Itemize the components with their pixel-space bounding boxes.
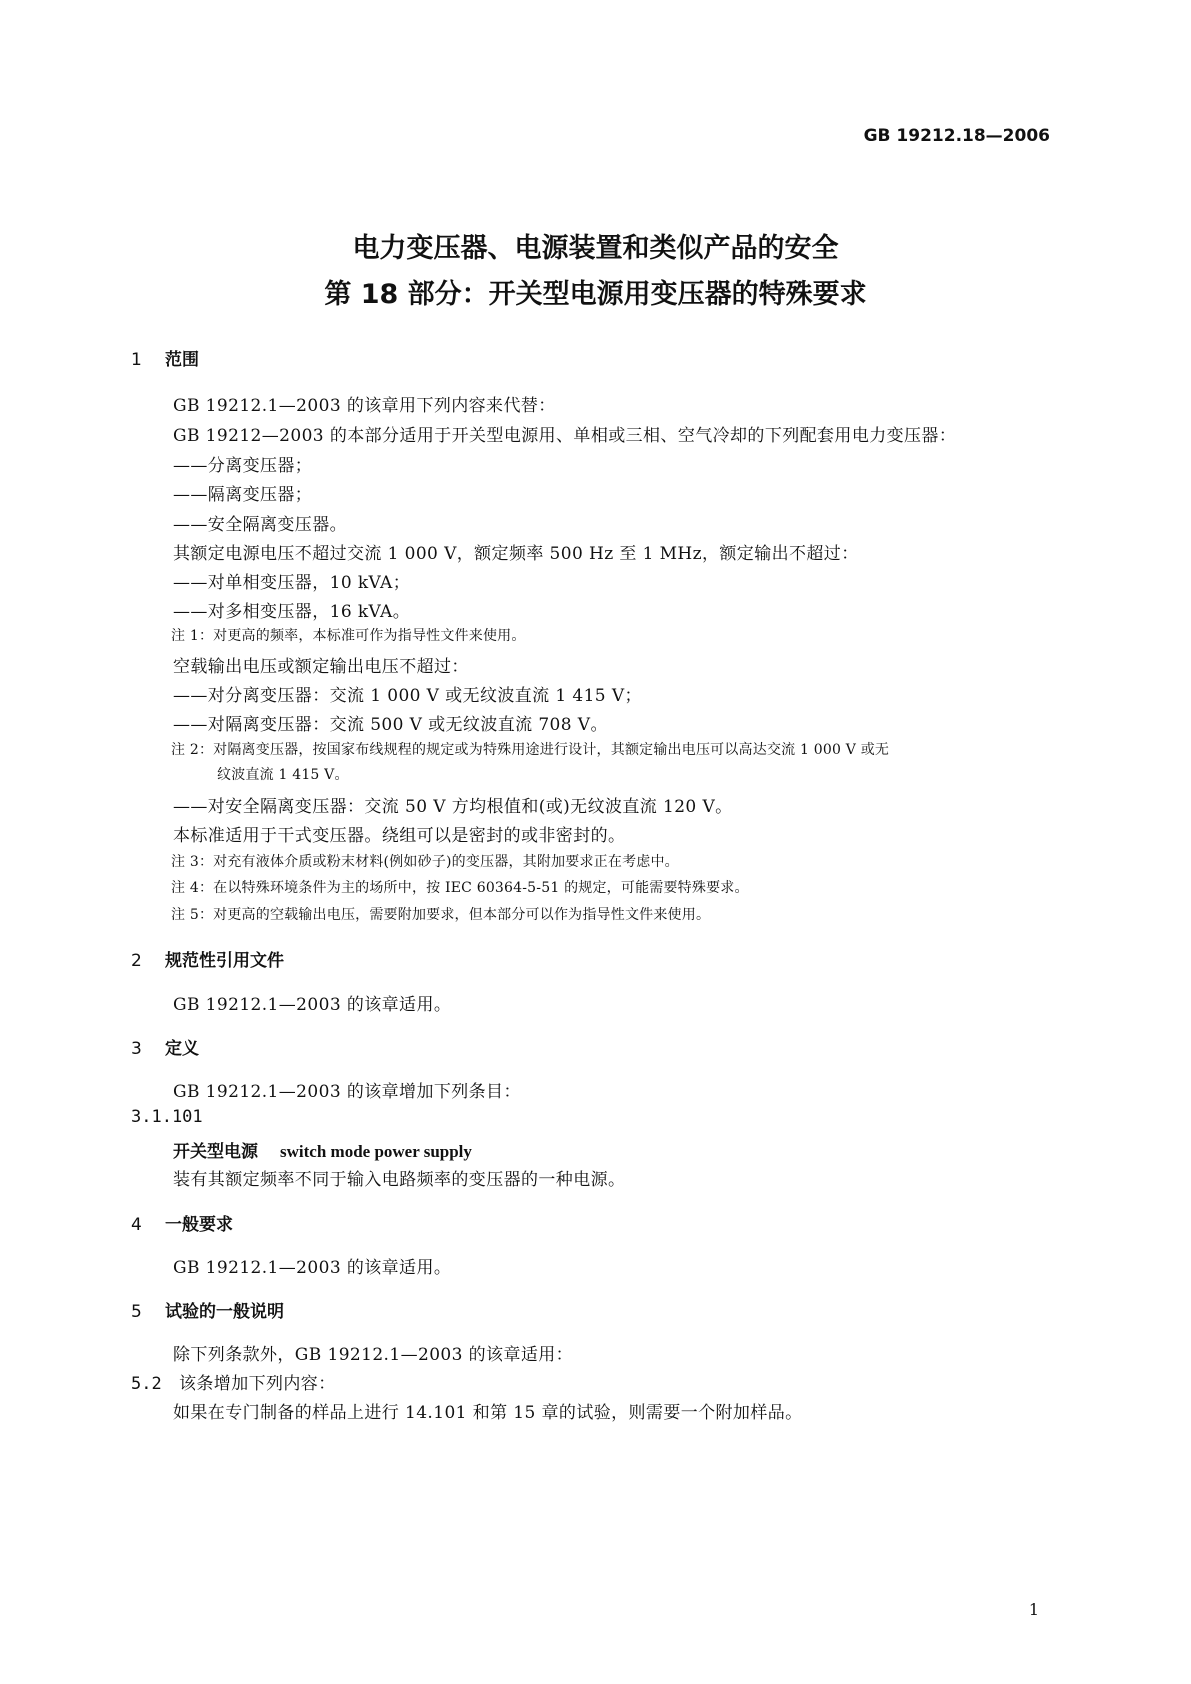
section-3-heading	[131, 1034, 199, 1059]
section-2-number: 2	[131, 951, 142, 971]
list-item: ——隔离变压器；	[173, 485, 313, 505]
section-4-paragraph-1: GB 19212.1—2003 的该章适用。	[173, 1258, 452, 1278]
section-5-heading	[131, 1297, 284, 1322]
section-1-number: 1	[131, 350, 142, 370]
clause-5-2	[131, 1369, 336, 1394]
note-4: 注 4：在以特殊环境条件为主的场所中，按 IEC 60364-5-51 的规定，可能需要特殊要求。	[171, 880, 749, 896]
section-4-heading	[131, 1210, 233, 1235]
section-2-title: 规范性引用文件	[165, 951, 284, 971]
list-item: ——对安全隔离变压器：交流 50 V 方均根值和(或)无纹波直流 120 V。	[173, 797, 733, 817]
section-1-paragraph-2: GB 19212—2003 的本部分适用于开关型电源用、单相或三相、空气冷却的下列配套用电力变压器：	[173, 426, 957, 446]
standard-number: GB 19212.18—2006	[863, 126, 1050, 146]
note-1: 注 1：对更高的频率，本标准可作为指导性文件来使用。	[171, 628, 526, 644]
section-2-heading	[131, 946, 284, 971]
section-3-paragraph-1: GB 19212.1—2003 的该章增加下列条目：	[173, 1082, 521, 1102]
section-1-paragraph-5: 本标准适用于干式变压器。绕组可以是密封的或非密封的。	[173, 826, 626, 846]
clause-3-1-101-number: 3.1.101	[131, 1107, 203, 1127]
document-title-line-2: 第 18 部分：开关型电源用变压器的特殊要求	[324, 279, 867, 310]
section-3-number: 3	[131, 1039, 142, 1059]
section-1-paragraph-3: 其额定电源电压不超过交流 1 000 V，额定频率 500 Hz 至 1 MHz，额定输出不超过：	[173, 544, 859, 564]
list-item: ——对单相变压器，10 kVA；	[173, 573, 411, 593]
note-5: 注 5：对更高的空载输出电压，需要附加要求，但本部分可以作为指导性文件来使用。	[171, 907, 711, 923]
note-2: 注 2：对隔离变压器，按国家布线规程的规定或为特殊用途进行设计，其额定输出电压可以高达交流 1 000 V 或无	[171, 742, 890, 758]
note-3: 注 3：对充有液体介质或粉末材料(例如砂子)的变压器，其附加要求正在考虑中。	[171, 854, 679, 870]
section-5-paragraph-2: 如果在专门制备的样品上进行 14.101 和第 15 章的试验，则需要一个附加样品。	[173, 1403, 803, 1423]
list-item: ——安全隔离变压器。	[173, 515, 347, 535]
section-1-title: 范围	[165, 350, 199, 370]
section-2-paragraph-1: GB 19212.1—2003 的该章适用。	[173, 995, 452, 1015]
list-item: ——对分离变压器：交流 1 000 V 或无纹波直流 1 415 V；	[173, 686, 642, 706]
section-3-title: 定义	[165, 1039, 199, 1059]
section-1-paragraph-1: GB 19212.1—2003 的该章用下列内容来代替：	[173, 396, 556, 416]
section-5-title: 试验的一般说明	[165, 1302, 284, 1322]
term-entry	[173, 1137, 472, 1162]
page-number: 1	[1028, 1600, 1039, 1619]
list-item: ——分离变压器；	[173, 456, 313, 476]
clause-5-2-text: 该条增加下列内容：	[179, 1374, 336, 1394]
section-5-paragraph-1: 除下列条款外，GB 19212.1—2003 的该章适用：	[173, 1345, 574, 1365]
section-5-number: 5	[131, 1302, 142, 1322]
term-definition: 装有其额定频率不同于输入电路频率的变压器的一种电源。	[173, 1170, 626, 1190]
term-chinese: 开关型电源	[173, 1142, 258, 1162]
section-1-heading	[131, 345, 199, 370]
list-item: ——对隔离变压器：交流 500 V 或无纹波直流 708 V。	[173, 715, 608, 735]
section-1-paragraph-4: 空载输出电压或额定输出电压不超过：	[173, 657, 469, 677]
document-title-line-1: 电力变压器、电源装置和类似产品的安全	[352, 233, 839, 264]
section-4-title: 一般要求	[165, 1215, 233, 1235]
section-4-number: 4	[131, 1215, 142, 1235]
note-2-continuation: 纹波直流 1 415 V。	[217, 767, 349, 783]
clause-5-2-number: 5.2	[131, 1374, 162, 1394]
term-english: switch mode power supply	[280, 1142, 472, 1161]
list-item: ——对多相变压器，16 kVA。	[173, 602, 411, 622]
